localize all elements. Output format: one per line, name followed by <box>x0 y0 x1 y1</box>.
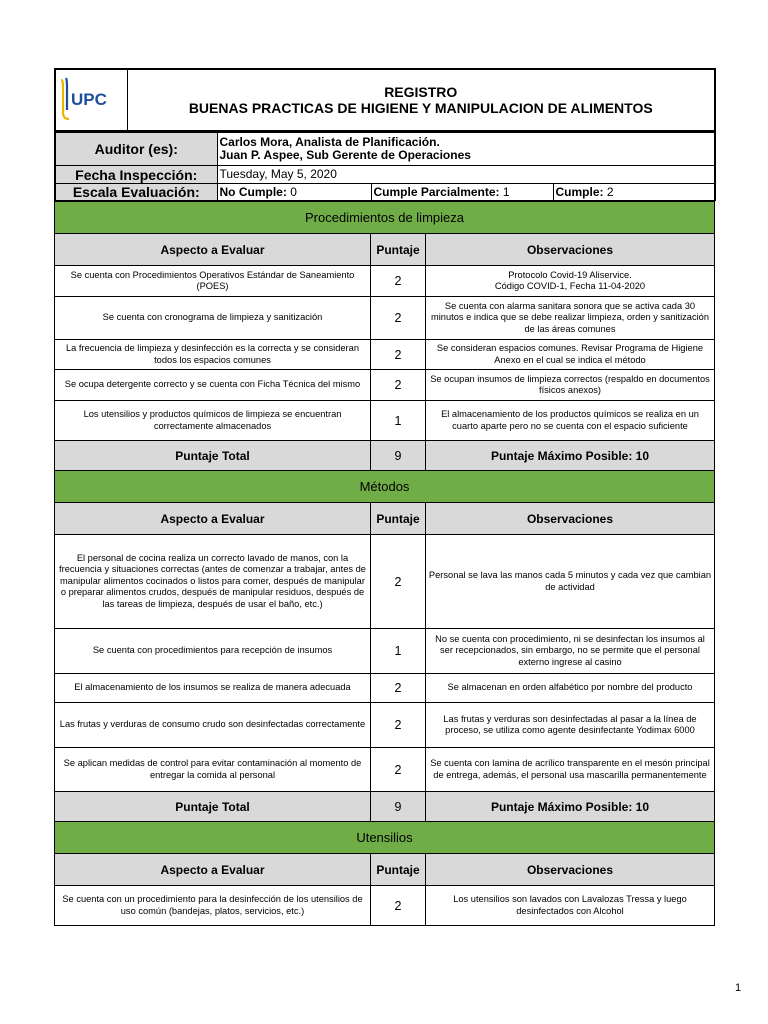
parcial-label: Cumple Parcialmente: <box>373 184 500 199</box>
row-score: 2 <box>371 674 426 703</box>
scale-label: Escala Evaluación: <box>55 184 217 201</box>
total-label: Puntaje Total <box>55 441 371 471</box>
total-label: Puntaje Total <box>55 792 371 822</box>
cumple-value: 2 <box>606 184 614 199</box>
date-value: Tuesday, May 5, 2020 <box>217 166 715 184</box>
table-row <box>55 703 715 748</box>
col-obs-header: Observaciones <box>426 503 715 535</box>
upc-logo-icon <box>58 74 124 122</box>
row-score: 1 <box>371 629 426 674</box>
row-obs: Se consideran espacios comunes. Revisar Programa de Higiene Anexo en el cual se indica el método <box>426 340 715 370</box>
row-aspect: Se aplican medidas de control para evitar contaminación al momento de entregar la comida al personal <box>55 748 371 792</box>
row-aspect: Se cuenta con cronograma de limpieza y sanitización <box>55 297 371 340</box>
no-cumple-label: No Cumple: <box>219 184 287 199</box>
row-obs: Los utensilios son lavados con Lavalozas Tressa y luego desinfectados con Alcohol <box>426 886 715 926</box>
row-aspect: Se cuenta con Procedimientos Operativos Estándar de Saneamiento (POES) <box>55 266 371 297</box>
obs-line: Código COVID-1, Fecha 11-04-2020 <box>494 281 646 291</box>
col-score-header: Puntaje <box>371 854 426 886</box>
table-row <box>55 674 715 703</box>
no-cumple-value: 0 <box>290 184 297 199</box>
row-score: 2 <box>371 297 426 340</box>
col-aspect-header: Aspecto a Evaluar <box>55 503 371 535</box>
row-score: 2 <box>371 748 426 792</box>
table-row <box>55 535 715 629</box>
table-row <box>55 748 715 792</box>
row-obs: Se almacenan en orden alfabético por nombre del producto <box>426 674 715 703</box>
auditor-line2: Juan P. Aspee, Sub Gerente de Operaciones <box>219 148 471 162</box>
total-value: 9 <box>371 792 426 822</box>
row-aspect: El personal de cocina realiza un correcto lavado de manos, con la frecuencia y situaciones correctas (antes de comenzar a trabajar, antes de manipular alimentos cocinados o listos para comer, después de manipular o preparar alimentos crudos, después de manipular residuos, después de las tareas de limpieza, después de usar el baño, etc.) <box>55 535 371 629</box>
scale-no-cumple <box>217 184 371 201</box>
row-aspect: Las frutas y verduras de consumo crudo son desinfectadas correctamente <box>55 703 371 748</box>
row-obs: Se cuenta con lamina de acrílico transparente en el mesón principal de entrega, además, el personal usa mascarilla permanentemente <box>426 748 715 792</box>
logo-text: UPC <box>71 89 107 109</box>
table-row <box>55 370 715 401</box>
col-score-header: Puntaje <box>371 234 426 266</box>
table-row <box>55 401 715 441</box>
col-score-header: Puntaje <box>371 503 426 535</box>
row-obs: No se cuenta con procedimiento, ni se desinfectan los insumos al ser recepcionados, sin embargo, no se permite que el personal externo ingrese al casino <box>426 629 715 674</box>
title-line2: BUENAS PRACTICAS DE HIGIENE Y MANIPULACION DE ALIMENTOS <box>188 100 653 116</box>
page-number: 1 <box>735 982 742 994</box>
title-block <box>127 69 715 131</box>
info-table <box>54 132 716 201</box>
row-obs: Las frutas y verduras son desinfectadas al pasar a la línea de proceso, se utiliza como agente desinfectante Yodimax 6000 <box>426 703 715 748</box>
cumple-label: Cumple: <box>555 184 604 199</box>
title-line1: REGISTRO <box>384 84 458 100</box>
obs-line: Protocolo Covid-19 Aliservice. <box>508 269 632 280</box>
row-score: 2 <box>371 266 426 297</box>
col-obs-header: Observaciones <box>426 854 715 886</box>
date-label: Fecha Inspección: <box>55 166 217 184</box>
scale-parcial <box>371 184 553 201</box>
table-row <box>55 886 715 926</box>
table-row <box>55 297 715 340</box>
row-obs: El almacenamiento de los productos químicos se realiza en un cuarto aparte pero no se cuenta con el espacio suficiente <box>426 401 715 441</box>
row-aspect: La frecuencia de limpieza y desinfección es la correcta y se consideran todos los espacios comunes <box>55 340 371 370</box>
row-score: 2 <box>371 535 426 629</box>
row-aspect: Se ocupa detergente correcto y se cuenta con Ficha Técnica del mismo <box>55 370 371 401</box>
col-aspect-header: Aspecto a Evaluar <box>55 854 371 886</box>
row-aspect: Se cuenta con un procedimiento para la desinfección de los utensilios de uso común (bandejas, platos, servicios, etc.) <box>55 886 371 926</box>
row-obs: Personal se lava las manos cada 5 minutos y cada vez que cambian de actividad <box>426 535 715 629</box>
auditor-line1: Carlos Mora, Analista de Planificación. <box>219 135 440 149</box>
auditor-label: Auditor (es): <box>55 133 217 166</box>
row-aspect: Los utensilios y productos químicos de limpieza se encuentran correctamente almacenados <box>55 401 371 441</box>
row-obs <box>426 266 715 297</box>
row-obs: Se cuenta con alarma sanitara sonora que se activa cada 30 minutos e indica que se debe realizar limpieza, orden y sanitización de las áreas comunes <box>426 297 715 340</box>
scale-cumple <box>553 184 715 201</box>
table-row <box>55 340 715 370</box>
row-score: 2 <box>371 370 426 401</box>
row-aspect: El almacenamiento de los insumos se realiza de manera adecuada <box>55 674 371 703</box>
eval-table <box>54 201 715 926</box>
header-table <box>54 68 716 132</box>
total-value: 9 <box>371 441 426 471</box>
row-score: 1 <box>371 401 426 441</box>
table-row <box>55 266 715 297</box>
section-title: Métodos <box>55 471 715 503</box>
inspection-sheet <box>54 68 714 926</box>
section-title: Utensilios <box>55 822 715 854</box>
row-score: 2 <box>371 340 426 370</box>
max-score-label: Puntaje Máximo Posible: 10 <box>426 441 715 471</box>
col-aspect-header: Aspecto a Evaluar <box>55 234 371 266</box>
row-score: 2 <box>371 886 426 926</box>
parcial-value: 1 <box>502 184 510 199</box>
max-score-label: Puntaje Máximo Posible: 10 <box>426 792 715 822</box>
row-aspect: Se cuenta con procedimientos para recepción de insumos <box>55 629 371 674</box>
col-obs-header: Observaciones <box>426 234 715 266</box>
table-row <box>55 629 715 674</box>
section-title: Procedimientos de limpieza <box>55 202 715 234</box>
logo <box>55 69 127 131</box>
row-obs: Se ocupan insumos de limpieza correctos (respaldo en documentos físicos anexos) <box>426 370 715 401</box>
row-score: 2 <box>371 703 426 748</box>
auditor-value <box>217 133 715 166</box>
